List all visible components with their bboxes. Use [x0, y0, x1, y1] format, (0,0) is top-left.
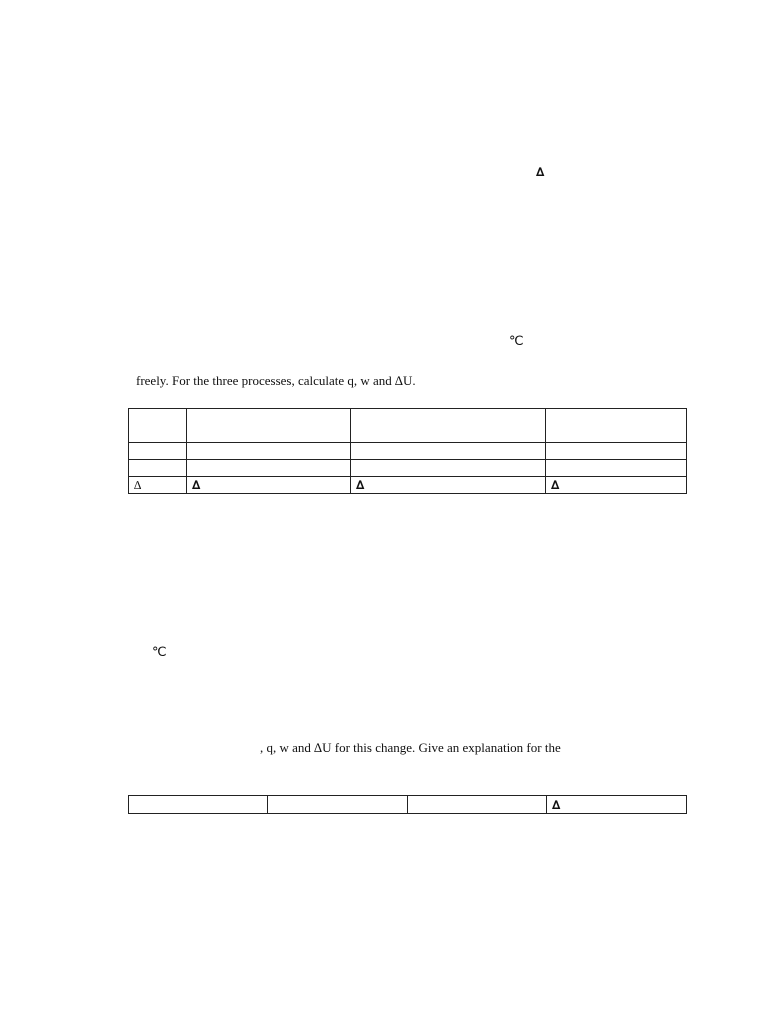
- table-cell: [546, 409, 687, 443]
- question-text-line: freely. For the three processes, calculate q, w and ∆U.: [136, 373, 416, 388]
- table-cell: [351, 460, 546, 477]
- processes-table: [128, 408, 687, 494]
- table-cell: [187, 460, 351, 477]
- degree-celsius-symbol: ℃: [152, 645, 167, 660]
- degree-celsius-symbol: ℃: [509, 334, 524, 349]
- table-cell: ∆: [351, 477, 546, 494]
- change-table: [128, 795, 687, 814]
- table-row: [129, 460, 687, 477]
- table-cell: [129, 796, 268, 814]
- table-cell: [187, 443, 351, 460]
- question-text-line: , q, w and ∆U for this change. Give an explanation for the: [260, 740, 561, 755]
- table-cell: ∆: [187, 477, 351, 494]
- table-cell: [351, 443, 546, 460]
- table-row: [129, 796, 687, 814]
- table-cell: [351, 409, 546, 443]
- table-cell: ∆: [129, 477, 187, 494]
- table-cell: ∆: [547, 796, 687, 814]
- table-header-row: [129, 409, 687, 443]
- table-cell: [546, 443, 687, 460]
- table-cell: [546, 460, 687, 477]
- table-cell: [408, 796, 547, 814]
- table-cell: [268, 796, 408, 814]
- table-cell: [129, 409, 187, 443]
- table-row-delta: [129, 477, 687, 494]
- table-cell: [129, 443, 187, 460]
- table-row: [129, 443, 687, 460]
- table-cell: [187, 409, 351, 443]
- table-cell: [129, 460, 187, 477]
- delta-symbol: ∆: [536, 165, 545, 179]
- table-cell: ∆: [546, 477, 687, 494]
